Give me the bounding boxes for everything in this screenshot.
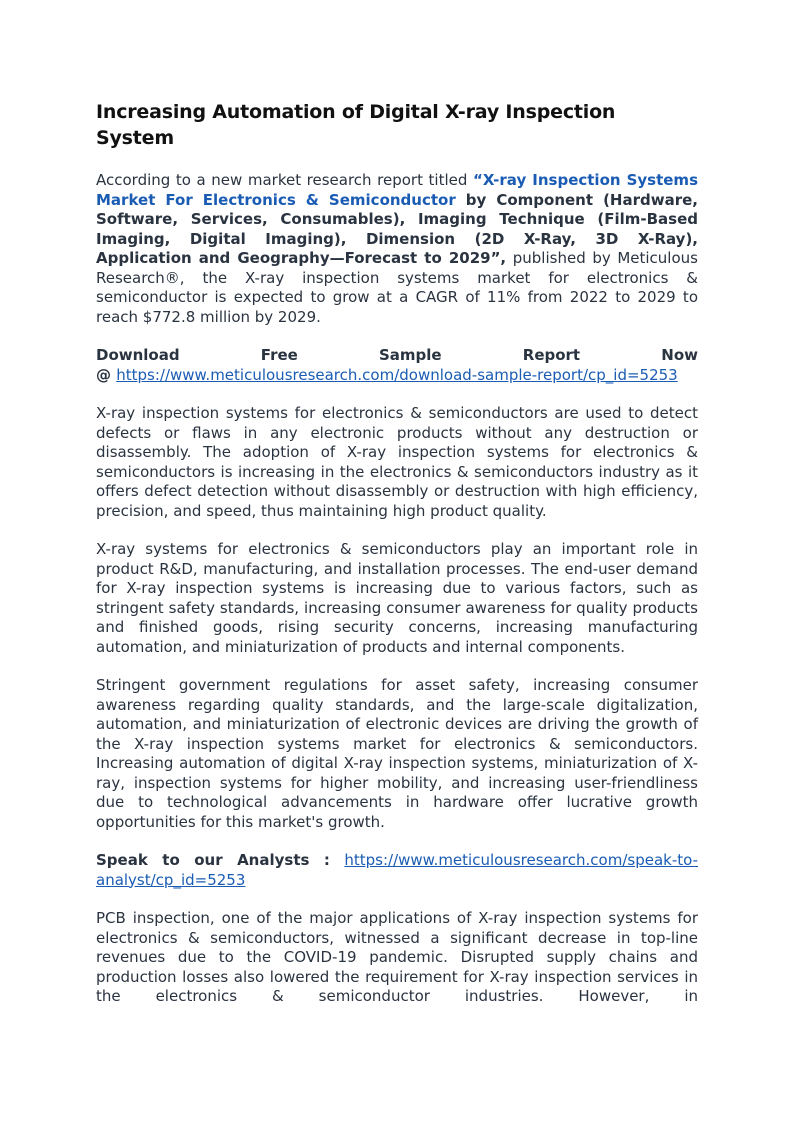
download-at: @ <box>96 365 117 384</box>
download-sample-link[interactable]: https://www.meticulousresearch.com/download-sample-report/cp_id=5253 <box>116 365 678 384</box>
page-title: Increasing Automation of Digital X-ray Inspection System <box>96 101 616 149</box>
report-title-link[interactable]: “X-ray Inspection Systems Market For Electronics & Semiconductor <box>96 171 698 209</box>
download-word: Now <box>661 346 698 364</box>
download-sample-block <box>96 346 698 385</box>
intro-tail: published by Meticulous Research®, the X-ray inspection systems market for electronics & semiconductor is expected to grow at a CAGR of 11% from 2022 to 2029 to reach $772.8 million by 2029. <box>96 249 698 326</box>
intro-paragraph <box>96 171 698 327</box>
analyst-link[interactable]: https://www.meticulousresearch.com/speak-to-analyst/cp_id=5253 <box>96 851 698 889</box>
document-page <box>96 99 698 1026</box>
body-paragraph-last: PCB inspection, one of the major applications of X-ray inspection systems for electronics & semiconductors, witnessed a significant decrease in top-line revenues due to the COVID-19 pandemic. Disrupted supply chains and production losses also lowered the requirement for X-ray inspection services in the electronics & semiconductor industries. However, in <box>96 909 698 1005</box>
download-heading <box>96 346 698 366</box>
download-word: Sample <box>378 346 442 364</box>
report-title-rest: by Component (Hardware, Software, Services, Consumables), Imaging Technique (Film-Based Imaging, Digital Imaging), Dimension (2D X-Ray, 3D X-Ray), Application and Geography—Forecast to 2029”, <box>96 190 698 267</box>
download-word: Report <box>522 346 581 364</box>
download-word: Download <box>96 346 180 364</box>
body-paragraph: X-ray systems for electronics & semiconductors play an important role in product R&D, manufacturing, and installation processes. The end-user demand for X-ray inspection systems is increasing due to various factors, such as stringent safety standards, increasing consumer awareness for quality products and finished goods, rising security concerns, increasing manufacturing automation, and miniaturization of products and internal components. <box>96 540 698 656</box>
analysts-line <box>96 851 698 890</box>
body-paragraph: X-ray inspection systems for electronics & semiconductors are used to detect defects or flaws in any electronic products without any destruction or disassembly. The adoption of X-ray inspection systems for electronics & semiconductors is increasing in the electronics & semiconductors industry as it offers defect detection without disassembly or destruction with high efficiency, precision, and speed, thus maintaining high product quality. <box>96 404 698 520</box>
download-link-line <box>96 366 698 386</box>
download-word: Free <box>260 346 298 364</box>
intro-lead: According to a new market research report titled <box>96 171 473 189</box>
analysts-label: Speak to our Analysts : <box>96 851 345 869</box>
body-paragraph: Stringent government regulations for asset safety, increasing consumer awareness regarding quality standards, and the large-scale digitalization, automation, and miniaturization of electronic devices are driving the growth of the X-ray inspection systems market for electronics & semiconductors. Increasing automation of digital X-ray inspection systems, miniaturization of X-ray, inspection systems for higher mobility, and increasing user-friendliness due to technological advancements in hardware offer lucrative growth opportunities for this market's growth. <box>96 676 698 831</box>
